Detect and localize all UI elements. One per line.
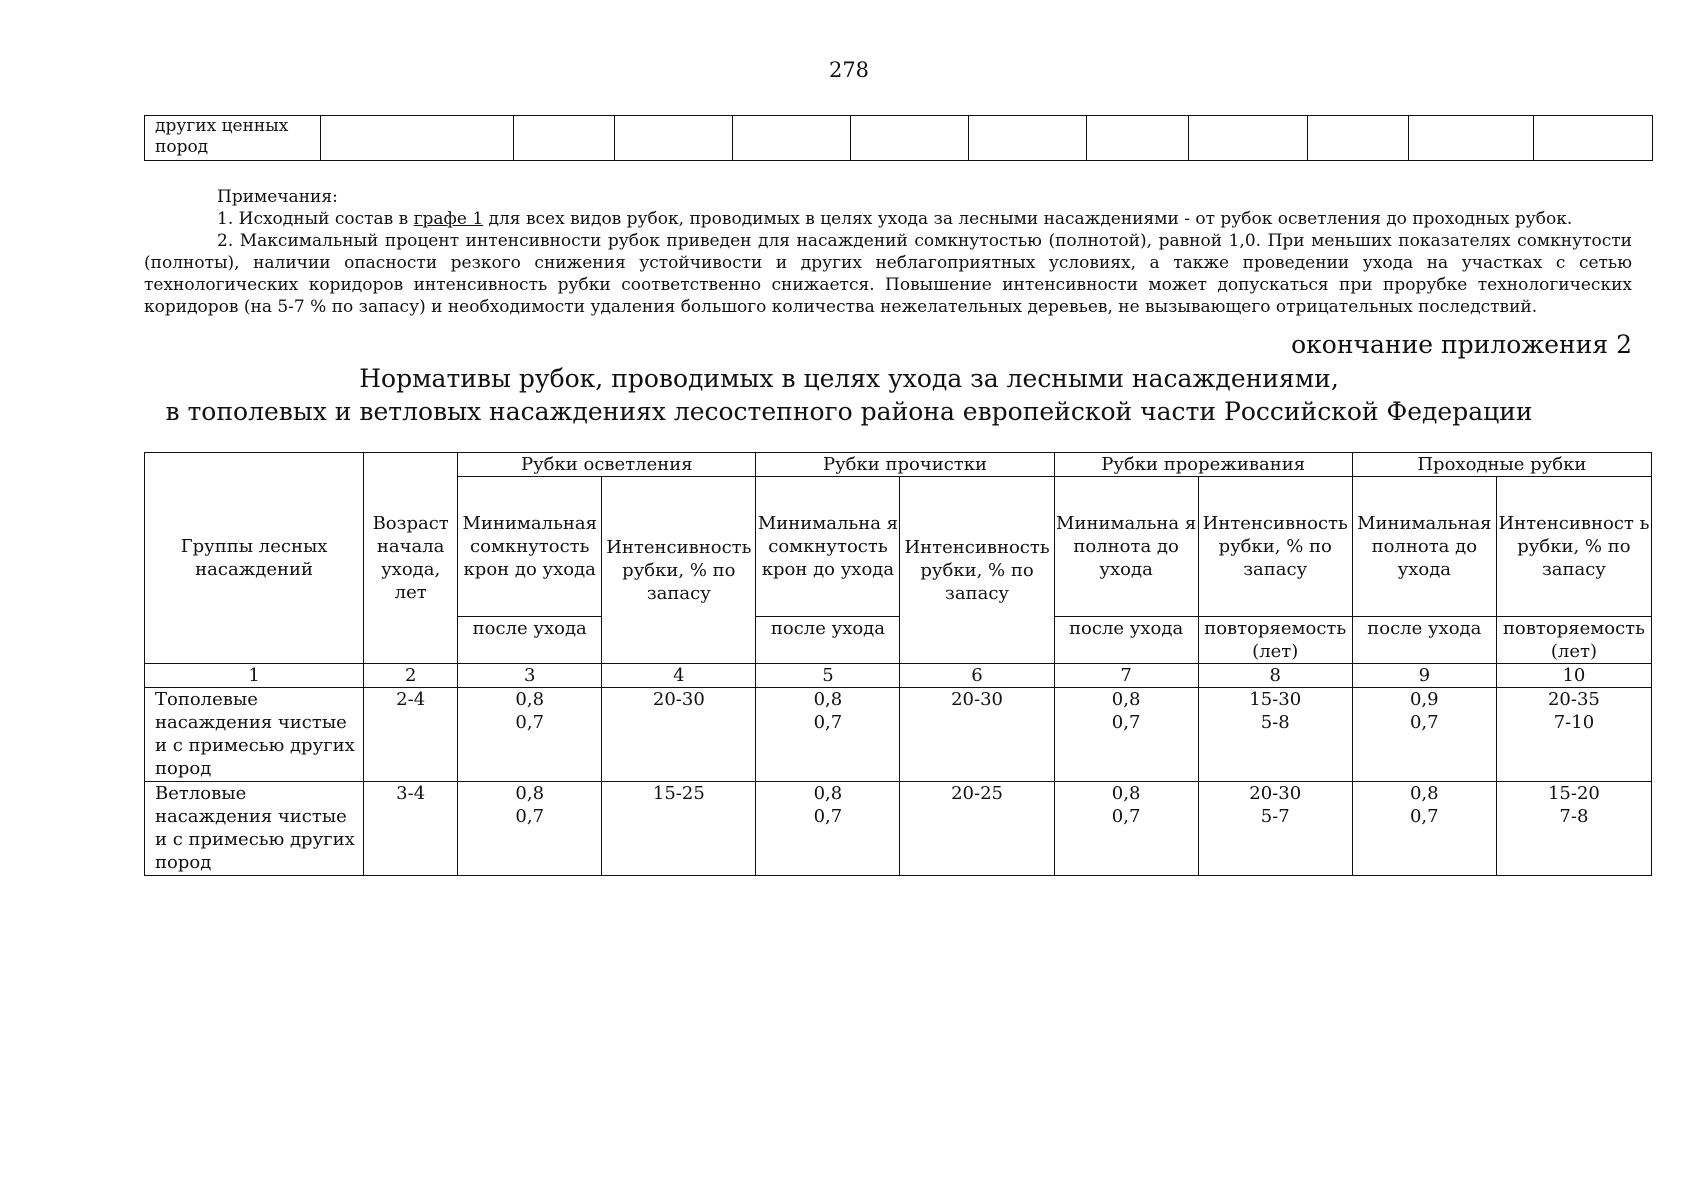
empty-cell [1534,116,1653,161]
row-c7 [1054,688,1198,782]
value-bottom: 0,7 [1111,806,1141,827]
row-c6: 20-25 [900,782,1054,876]
header-col-5: Минимальна я сомкнутость крон до ухода [756,477,900,617]
header-col-4: Интенсивность рубки, % по запасу [602,477,756,664]
empty-cell [1189,116,1308,161]
row-c10 [1496,782,1651,876]
value-top: 0,8 [1409,783,1439,804]
row-c4: 15-25 [602,782,756,876]
empty-cell [514,116,615,161]
value-top: 20-30 [1249,783,1302,804]
note-1-text: 1. Исходный состав в [217,209,414,229]
header-col-6: Интенсивность рубки, % по запасу [900,477,1054,664]
col-number: 10 [1496,664,1651,688]
col-number: 9 [1352,664,1496,688]
value-bottom: 0,7 [1111,712,1141,733]
document-title [0,362,1698,428]
row-c6: 20-30 [900,688,1054,782]
empty-cell [615,116,733,161]
value-bottom: 0,7 [1409,806,1439,827]
header-after-3: после ухода [458,617,602,664]
header-age: Возраст начала ухода, лет [364,453,458,664]
row-c8 [1198,782,1352,876]
title-line-1: Нормативы рубок, проводимых в целях ухода за лесными насаждениями, [359,364,1339,393]
row-c10 [1496,688,1651,782]
notes-heading: Примечания: [217,187,338,207]
row-age: 2-4 [364,688,458,782]
notes-section [144,186,1632,318]
row-c3 [458,782,602,876]
row-c3 [458,688,602,782]
header-after-5: после ухода [756,617,900,664]
row-group: Тополевые насаждения чистые и с примесью других пород [145,688,364,782]
row-c7 [1054,782,1198,876]
note-1 [144,208,1632,230]
value-top: 0,8 [1111,689,1141,710]
value-top: 0,8 [1111,783,1141,804]
note-1-text-end: для всех видов рубок, проводимых в целях ухода за лесными насаждениями - от рубок осветления до проходных рубок. [483,209,1573,229]
value-top: 20-35 [1547,689,1600,710]
empty-cell [1087,116,1189,161]
header-osvetlenie: Рубки осветления [458,453,756,477]
empty-cell [321,116,514,161]
page-number: 278 [828,58,870,82]
continued-row-label: других ценных пород [145,116,321,161]
value-top: 0,8 [515,783,545,804]
row-group: Ветловые насаждения чистые и с примесью других пород [145,782,364,876]
value-top: 0,8 [515,689,545,710]
row-c9 [1352,782,1496,876]
col-number: 7 [1054,664,1198,688]
col-number: 8 [1198,664,1352,688]
row-c9 [1352,688,1496,782]
value-bottom: 5-8 [1260,712,1290,733]
continued-table [144,115,1653,161]
note-1-link[interactable]: графе 1 [413,209,484,229]
title-line-2: в тополевых и ветловых насаждениях лесостепного района европейской части Российской Федерации [165,397,1533,426]
row-c5 [756,688,900,782]
value-bottom: 0,7 [515,806,545,827]
table-row [145,688,1652,782]
header-repeat-8: повторяемость (лет) [1198,617,1352,664]
norms-table [144,452,1652,876]
row-c4: 20-30 [602,688,756,782]
column-numbers-row [145,664,1652,688]
col-number: 4 [602,664,756,688]
row-c8 [1198,688,1352,782]
table-row [145,782,1652,876]
empty-cell [969,116,1087,161]
header-groups: Группы лесных насаждений [145,453,364,664]
row-age: 3-4 [364,782,458,876]
empty-cell [733,116,851,161]
header-col-9: Минимальная полнота до ухода [1352,477,1496,617]
value-bottom: 0,7 [515,712,545,733]
header-col-7: Минимальна я полнота до ухода [1054,477,1198,617]
header-after-7: после ухода [1054,617,1198,664]
header-prorezhivanie: Рубки прореживания [1054,453,1352,477]
value-bottom: 0,7 [1409,712,1439,733]
value-bottom: 7-10 [1553,712,1595,733]
value-top: 0,9 [1409,689,1439,710]
col-number: 6 [900,664,1054,688]
header-prohodnye: Проходные рубки [1352,453,1651,477]
empty-cell [851,116,969,161]
header-prochistki: Рубки прочистки [756,453,1054,477]
value-top: 15-30 [1249,689,1302,710]
value-bottom: 7-8 [1559,806,1589,827]
value-top: 0,8 [813,689,843,710]
value-top: 0,8 [813,783,843,804]
col-number: 3 [458,664,602,688]
value-bottom: 5-7 [1260,806,1290,827]
header-repeat-10: повторяемость (лет) [1496,617,1651,664]
note-2: 2. Максимальный процент интенсивности рубок приведен для насаждений сомкнутостью (полнотой), равной 1,0. При меньших показателях сомкнутости (полноты), наличии опасности резкого снижения устойчивости и других неблагоприятных условиях, а также проведении ухода на участках с сетью технологических коридоров интенсивность рубки соответственно снижается. Повышение интенсивности может допускаться при прорубке технологических коридоров (на 5-7 % по запасу) и необходимости удаления большого количества нежелательных деревьев, не вызывающего отрицательных последствий. [144,231,1632,317]
header-col-3: Минимальная сомкнутость крон до ухода [458,477,602,617]
empty-cell [1308,116,1409,161]
header-col-8: Интенсивность рубки, % по запасу [1198,477,1352,617]
header-after-9: после ухода [1352,617,1496,664]
appendix-label: окончание приложения 2 [1291,330,1632,359]
value-bottom: 0,7 [813,712,843,733]
empty-cell [1409,116,1534,161]
col-number: 2 [364,664,458,688]
col-number: 5 [756,664,900,688]
value-bottom: 0,7 [813,806,843,827]
value-top: 15-20 [1547,783,1600,804]
header-col-10: Интенсивност ь рубки, % по запасу [1496,477,1651,617]
row-c5 [756,782,900,876]
col-number: 1 [145,664,364,688]
